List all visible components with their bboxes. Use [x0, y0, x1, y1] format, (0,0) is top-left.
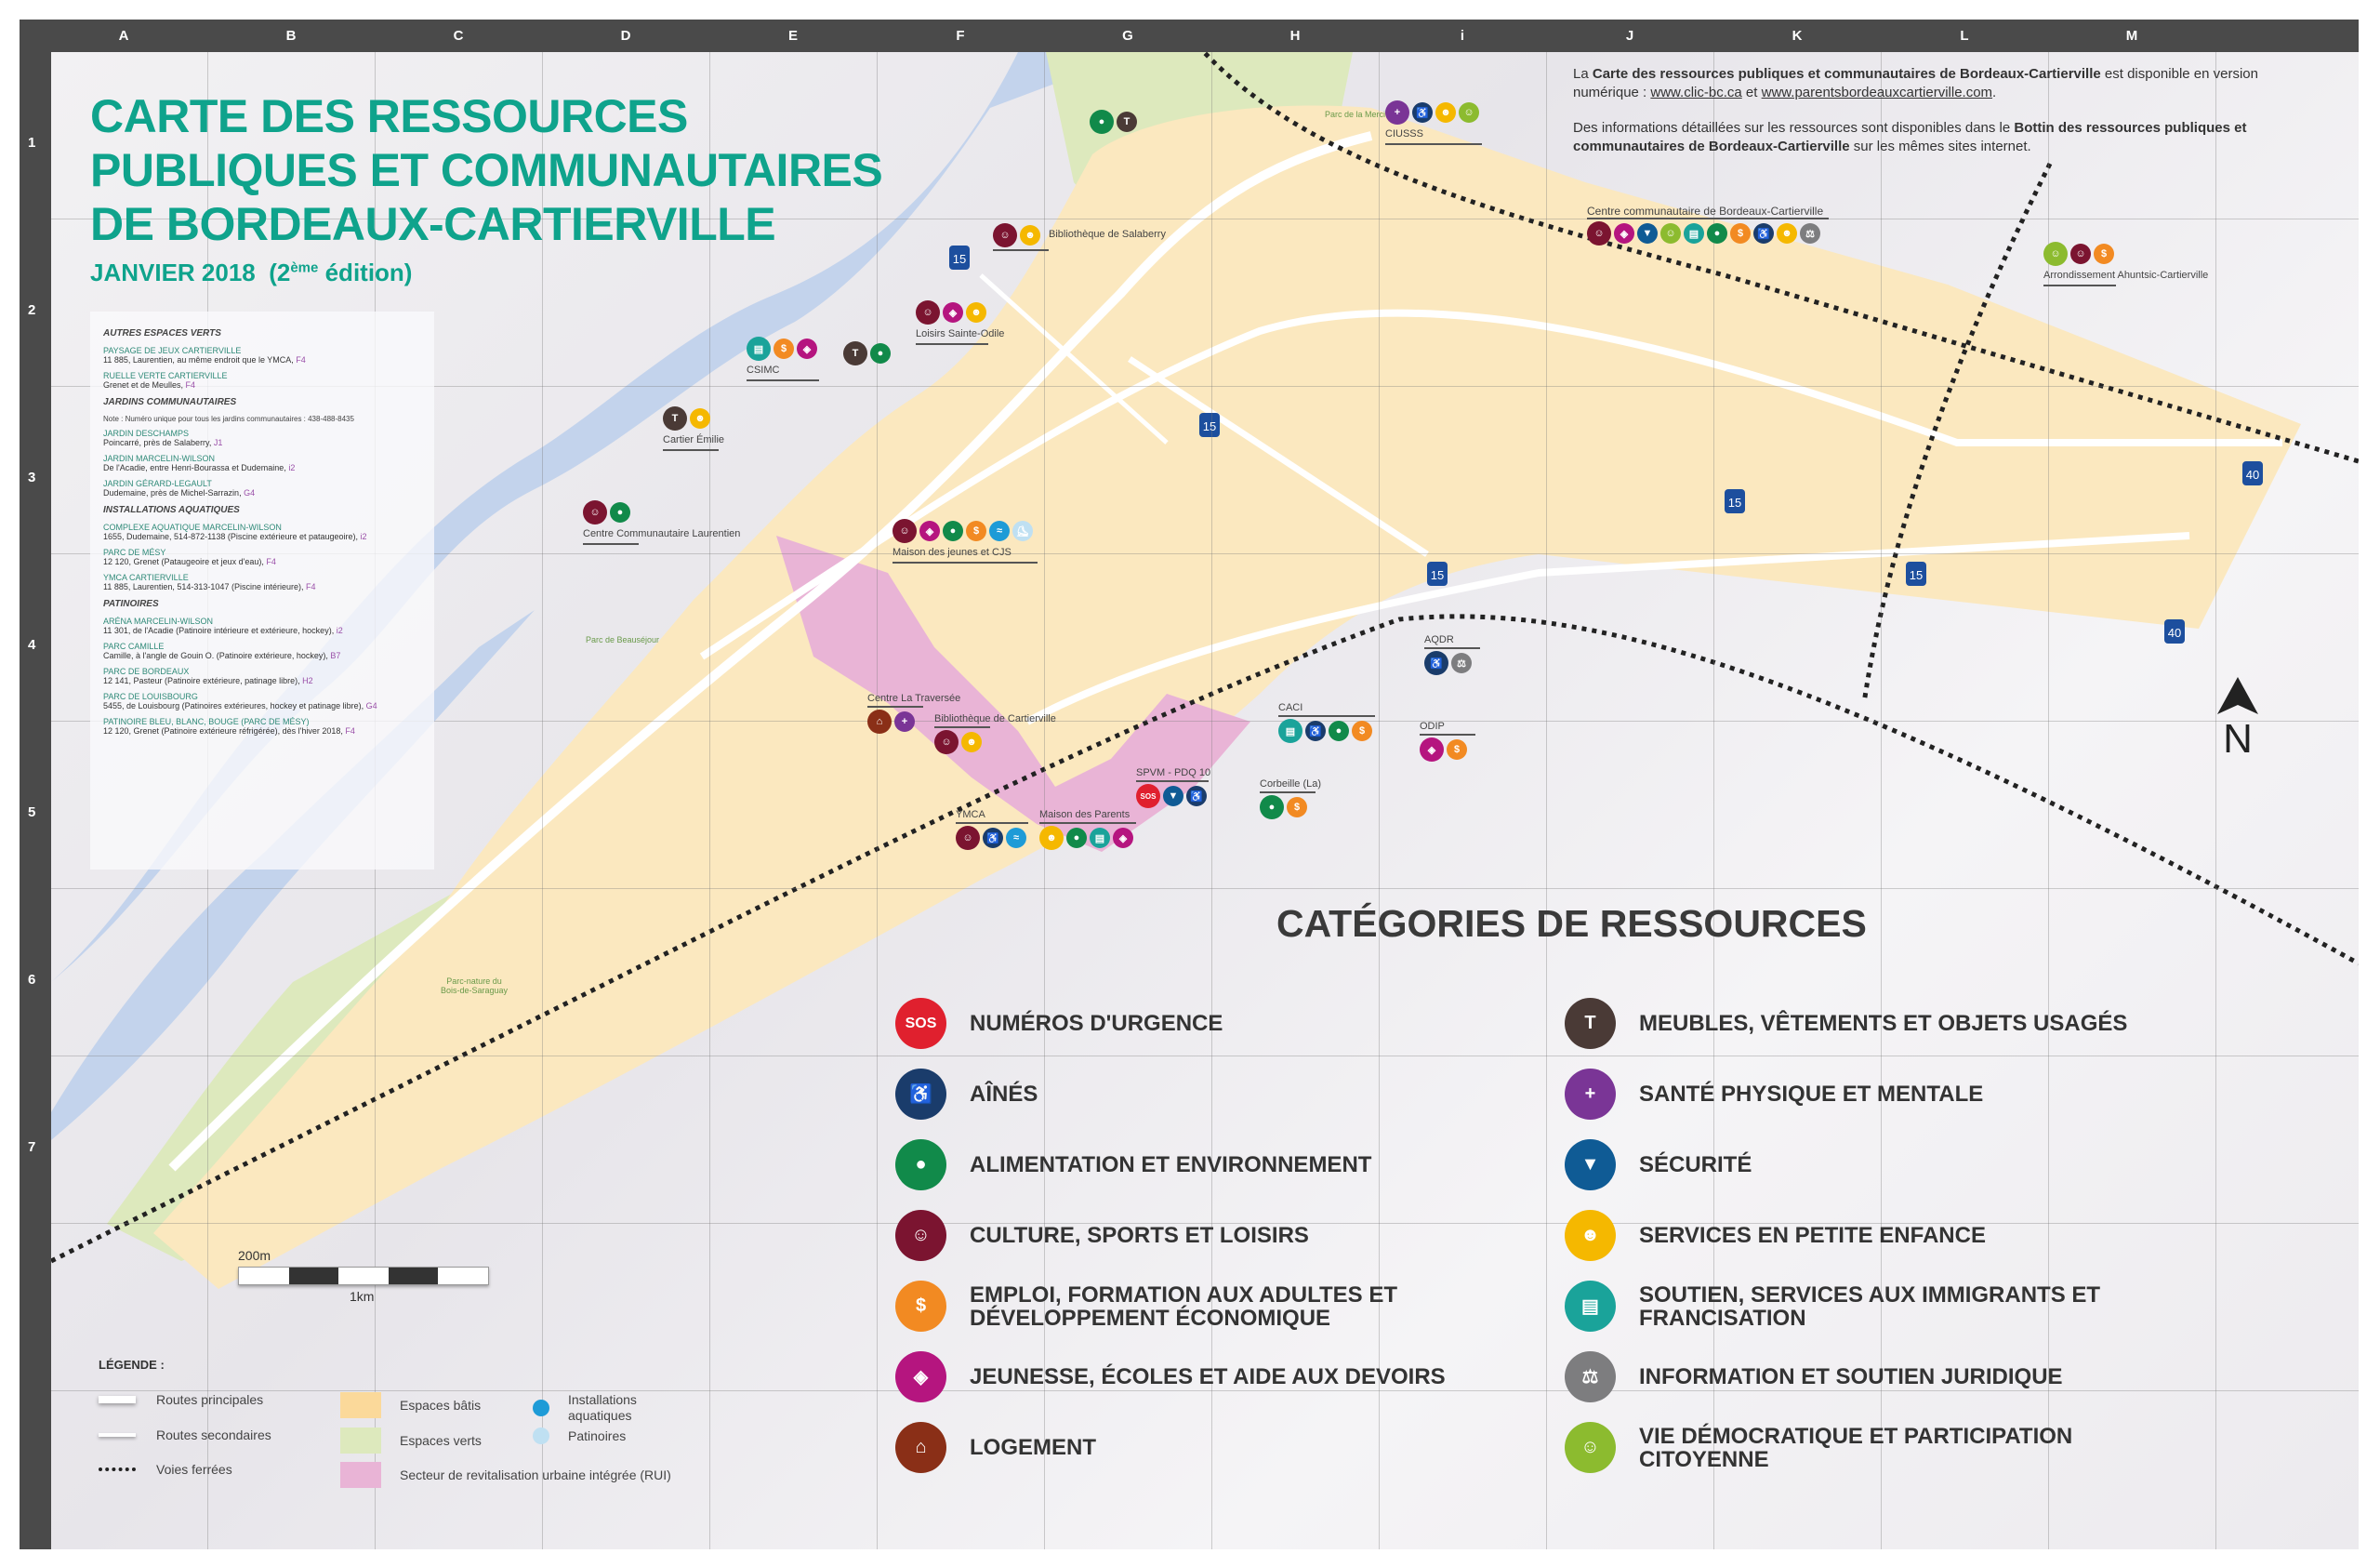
resource-address: 5455, de Louisbourg (Patinoires extérieures, hockey et patinage libre), G4 [103, 701, 377, 710]
aquatique-icon: ≈ [989, 521, 1010, 541]
poi-leader-line [956, 822, 1028, 824]
main-road-icon [99, 1396, 136, 1403]
skate-icon [533, 1428, 549, 1444]
grid-column-label: C [453, 28, 464, 44]
secondary-road-icon [99, 1433, 136, 1437]
petite-enfance-icon: ☻ [1435, 102, 1456, 123]
category-label: LOGEMENT [970, 1435, 1096, 1460]
petite-enfance-icon: ☻ [961, 732, 982, 752]
map-poi[interactable] [956, 826, 1026, 850]
svg-text:15: 15 [1727, 496, 1742, 510]
category-securite [1565, 1139, 1752, 1190]
category-meubles [1565, 998, 2127, 1049]
edition-subtitle: JANVIER 2018 (2ème édition) [90, 259, 413, 286]
title-line-2: PUBLIQUES ET COMMUNAUTAIRES [90, 144, 883, 196]
grid-reference: G4 [365, 701, 377, 710]
sante-icon: + [894, 711, 915, 732]
resource-name: ARÉNA MARCELIN-WILSON [103, 617, 214, 626]
category-label: VIE DÉMOCRATIQUE ET PARTICIPATION CITOYENNE [1639, 1423, 2073, 1472]
svg-text:15: 15 [1430, 568, 1445, 582]
emploi-icon: $ [2094, 244, 2114, 264]
poi-leader-line [867, 706, 923, 708]
immigrants-icon: ▤ [1565, 1281, 1616, 1332]
immigrants-icon: ▤ [1684, 223, 1704, 244]
link-clic-bc[interactable]: www.clic-bc.ca [1650, 85, 1742, 100]
grid-row-label: 6 [28, 972, 36, 988]
resource-name: JARDIN DESCHAMPS [103, 429, 190, 438]
meubles-icon: T [843, 341, 867, 365]
alimentation-icon: ● [870, 343, 891, 364]
aines-icon: ♿ [1753, 223, 1774, 244]
railway-icon [99, 1467, 136, 1471]
sos-icon: SOS [1136, 784, 1160, 808]
legend-title: LÉGENDE : [99, 1358, 165, 1372]
grid-column-label: G [1122, 28, 1133, 44]
grid-reference: F4 [345, 726, 355, 736]
category-aines [895, 1069, 1038, 1120]
title-line-1: CARTE DES RESSOURCES [90, 90, 688, 142]
highway-40-shield [2242, 461, 2263, 485]
vie-democratique-icon: ☺ [1565, 1422, 1616, 1473]
resource-address: 11 885, Laurentien, 514-313-1047 (Piscine intérieure), F4 [103, 582, 316, 591]
juridique-icon: ⚖ [1565, 1351, 1616, 1402]
poi-label: CACI [1278, 702, 1303, 713]
grid-column-label: F [956, 28, 965, 44]
legend-item [340, 1462, 671, 1488]
side-panel-note: Note : Numéro unique pour tous les jardins communautaires : 438-488-8435 [103, 415, 354, 423]
securite-icon: ▼ [1565, 1139, 1616, 1190]
culture-icon: ☺ [916, 300, 940, 325]
resource-name: PARC CAMILLE [103, 642, 165, 651]
immigrants-icon: ▤ [747, 337, 771, 361]
resource-address: De l'Acadie, entre Henri-Bourassa et Dudemaine, i2 [103, 463, 296, 472]
resource-address: Poincarré, près de Salaberry, J1 [103, 438, 223, 447]
jeunesse-icon: ◈ [1614, 223, 1634, 244]
petite-enfance-icon: ☻ [1020, 225, 1040, 246]
grid-reference: G4 [244, 488, 256, 498]
category-vie-democratique [1565, 1422, 2104, 1473]
category-sos [895, 998, 1223, 1049]
poi-label: YMCA [956, 809, 985, 820]
grid-reference: i2 [360, 532, 367, 541]
resource-address: 11 885, Laurentien, au même endroit que le YMCA, F4 [103, 355, 306, 365]
map-poi[interactable] [993, 223, 1040, 247]
poi-leader-line [747, 379, 819, 381]
map-poi[interactable] [1278, 719, 1372, 743]
availability-info: La Carte des ressources publiques et communautaires de Bordeaux-Cartierville est disponible en version numérique : www.clic-bc.ca et www.parentsbordeauxcartierville.com. Des informations détaillées sur les ressources sont disponibles dans le Bottin des ressources publiques et communautaires de Bordeaux-Cartierville sur les mêmes sites internet. [1573, 66, 2258, 154]
grid-column-label: A [118, 28, 129, 44]
poi-label: Bibliothèque de Cartierville [934, 713, 1056, 724]
map-poi[interactable] [1420, 737, 1467, 762]
resource-address: 12 120, Grenet (Patinoire extérieure réfrigérée), dès l'hiver 2018, F4 [103, 726, 355, 736]
north-arrow-icon [2217, 677, 2258, 714]
poi-label: Centre Communautaire Laurentien [583, 528, 741, 539]
map-poi[interactable] [843, 341, 891, 365]
poi-leader-line [1420, 734, 1475, 736]
patinoire-icon: ⛸ [1012, 521, 1033, 541]
category-label: SÉCURITÉ [1639, 1152, 1752, 1177]
grid-reference: F4 [296, 355, 306, 365]
legend-item [340, 1392, 481, 1418]
side-panel-heading: JARDINS COMMUNAUTAIRES [103, 397, 237, 407]
place-parc-beausejour: Parc de Beauséjour [586, 635, 660, 644]
legend-label: Voies ferrées [156, 1462, 232, 1477]
aines-icon: ♿ [1186, 786, 1207, 806]
highway-15-shield [949, 246, 970, 270]
alimentation-icon: ● [1707, 223, 1727, 244]
culture-icon: ☺ [993, 223, 1017, 247]
grid-column-label: J [1625, 28, 1634, 44]
culture-icon: ☺ [956, 826, 980, 850]
legend-label: Routes secondaires [156, 1428, 271, 1442]
map-poi[interactable] [1090, 110, 1137, 134]
map-poi[interactable] [916, 300, 986, 325]
poi-label: CSIMC [747, 365, 780, 376]
poi-leader-line [1039, 822, 1136, 824]
grid-column-label: M [2125, 28, 2138, 44]
meubles-icon: T [663, 406, 687, 431]
jeunesse-icon: ◈ [1420, 737, 1444, 762]
grid-frame-top [51, 20, 2359, 52]
petite-enfance-icon: ☻ [1777, 223, 1797, 244]
map-poi[interactable] [1587, 221, 1820, 246]
poi-label: Maison des Parents [1039, 809, 1130, 820]
culture-icon: ☺ [934, 730, 959, 754]
scale-bar: 200m 1km [238, 1248, 489, 1304]
legend-swatch [340, 1428, 381, 1454]
petite-enfance-icon: ☻ [690, 408, 710, 429]
alimentation-icon: ● [1260, 795, 1284, 819]
svg-text:15: 15 [1909, 568, 1924, 582]
poi-leader-line [2043, 285, 2116, 286]
juridique-icon: ⚖ [1451, 653, 1472, 673]
svg-text:15: 15 [1202, 419, 1217, 433]
emploi-icon: $ [1352, 721, 1372, 741]
legend-item [99, 1392, 263, 1407]
culture-icon: ☺ [2070, 244, 2091, 264]
logement-icon: ⌂ [867, 710, 892, 734]
map-poi[interactable] [1136, 784, 1207, 808]
resource-name: PAYSAGE DE JEUX CARTIERVILLE [103, 346, 242, 355]
legend-label: Espaces verts [400, 1433, 482, 1448]
category-label: JEUNESSE, ÉCOLES ET AIDE AUX DEVOIRS [970, 1364, 1446, 1389]
resource-name: YMCA CARTIERVILLE [103, 573, 189, 582]
culture-icon: ☺ [892, 519, 917, 543]
poi-label: Maison des jeunes et CJS [892, 547, 1012, 558]
resource-name: PATINOIRE BLEU, BLANC, BOUGE (PARC DE MÉSY) [103, 717, 310, 726]
place-bois-saraguay: Parc-nature du Bois-de-Saraguay [440, 976, 509, 995]
svg-text:40: 40 [2245, 468, 2260, 482]
resource-address: Dudemaine, près de Michel-Sarrazin, G4 [103, 488, 256, 498]
immigrants-icon: ▤ [1090, 828, 1110, 848]
poi-leader-line [993, 249, 1049, 251]
legend-item [533, 1428, 626, 1444]
grid-column-label: D [620, 28, 631, 44]
category-culture [895, 1210, 1309, 1261]
legend-item [533, 1392, 661, 1424]
poi-leader-line [1260, 791, 1316, 793]
legend-item [340, 1428, 482, 1454]
map-poi[interactable] [1424, 651, 1472, 675]
poi-leader-line [934, 726, 990, 728]
side-panel-heading: INSTALLATIONS AQUATIQUES [103, 505, 240, 515]
category-emploi [895, 1281, 1435, 1332]
resource-name: PARC DE MÉSY [103, 548, 166, 557]
sante-icon: + [1565, 1069, 1616, 1120]
svg-text:40: 40 [2167, 626, 2182, 640]
category-alimentation [895, 1139, 1371, 1190]
grid-column-label: i [1460, 28, 1465, 44]
resource-address: Camille, à l'angle de Gouin O. (Patinoire extérieure, hockey), B7 [103, 651, 341, 660]
emploi-icon: $ [1287, 797, 1307, 817]
link-parents-bc[interactable]: www.parentsbordeauxcartierville.com [1761, 85, 1993, 100]
grid-row-label: 3 [28, 470, 36, 485]
map-poi[interactable] [934, 730, 982, 754]
alimentation-icon: ● [895, 1139, 946, 1190]
petite-enfance-icon: ☻ [1565, 1210, 1616, 1261]
jeunesse-icon: ◈ [1113, 828, 1133, 848]
alimentation-icon: ● [610, 502, 630, 523]
category-label: SERVICES EN PETITE ENFANCE [1639, 1223, 1986, 1248]
alimentation-icon: ● [1066, 828, 1087, 848]
resource-name: COMPLEXE AQUATIQUE MARCELIN-WILSON [103, 523, 282, 532]
grid-line [51, 888, 2359, 889]
emploi-icon: $ [1447, 739, 1467, 760]
poi-leader-line [1385, 143, 1482, 145]
emploi-icon: $ [966, 521, 986, 541]
meubles-icon: T [1117, 112, 1137, 132]
category-juridique [1565, 1351, 2063, 1402]
title-line-3: DE BORDEAUX-CARTIERVILLE [90, 198, 776, 250]
resource-address: 12 120, Grenet (Pataugeoire et jeux d'eau), F4 [103, 557, 276, 566]
category-jeunesse [895, 1351, 1446, 1402]
resources-side-panel [90, 312, 434, 870]
page-title [90, 89, 882, 251]
legend-label: Secteur de revitalisation urbaine intégrée (RUI) [400, 1467, 671, 1482]
aines-icon: ♿ [1412, 102, 1433, 123]
map-poi[interactable] [1260, 795, 1307, 819]
legend-label: Routes principales [156, 1392, 264, 1407]
grid-column-label: E [787, 28, 798, 44]
grid-reference: F4 [305, 582, 316, 591]
emploi-icon: $ [895, 1281, 946, 1332]
jeunesse-icon: ◈ [943, 302, 963, 323]
grid-reference: B7 [330, 651, 341, 660]
category-label: MEUBLES, VÊTEMENTS ET OBJETS USAGÉS [1639, 1011, 2128, 1036]
vie-democratique-icon: ☺ [1459, 102, 1479, 123]
legend-label: Espaces bâtis [400, 1398, 482, 1413]
grid-column-label: K [1792, 28, 1803, 44]
svg-text:15: 15 [952, 252, 967, 266]
poi-leader-line [1278, 715, 1375, 717]
grid-reference: F4 [185, 380, 196, 390]
resource-address: 11 301, de l'Acadie (Patinoire intérieure et extérieure, hockey), i2 [103, 626, 343, 635]
grid-reference: H2 [302, 676, 313, 685]
jeunesse-icon: ◈ [797, 339, 817, 359]
category-label: EMPLOI, FORMATION AUX ADULTES ET DÉVELOPPEMENT ÉCONOMIQUE [970, 1281, 1397, 1331]
category-label: SANTÉ PHYSIQUE ET MENTALE [1639, 1082, 1984, 1107]
place-parc-merci: Parc de la Merci [1325, 110, 1386, 119]
grid-line [1546, 52, 1547, 1549]
map-poi[interactable] [747, 337, 817, 361]
poi-label: CIUSSS [1385, 128, 1423, 139]
grid-column-label: B [285, 28, 297, 44]
jeunesse-icon: ◈ [919, 521, 940, 541]
grid-row-label: 4 [28, 637, 36, 653]
category-sante [1565, 1069, 1983, 1120]
petite-enfance-icon: ☻ [966, 302, 986, 323]
north-arrow: N [2217, 677, 2258, 760]
culture-icon: ☺ [1587, 221, 1611, 246]
grid-reference: J1 [213, 438, 223, 447]
sos-icon: SOS [895, 998, 946, 1049]
category-petite-enfance [1565, 1210, 1986, 1261]
poi-label: ODIP [1420, 721, 1445, 732]
categories-title: CATÉGORIES DE RESSOURCES [1276, 902, 1867, 945]
poi-leader-line [1587, 218, 1829, 219]
poi-leader-line [916, 343, 988, 345]
emploi-icon: $ [1730, 223, 1751, 244]
resource-name: PARC DE BORDEAUX [103, 667, 190, 676]
resource-name: RUELLE VERTE CARTIERVILLE [103, 371, 228, 380]
immigrants-icon: ▤ [1278, 719, 1302, 743]
category-logement [895, 1422, 1096, 1473]
resource-name: JARDIN GÉRARD-LEGAULT [103, 479, 212, 488]
grid-frame-left [20, 20, 51, 1549]
poi-label: Bibliothèque de Salaberry [1049, 229, 1166, 240]
grid-line [709, 52, 710, 1549]
map-poi[interactable] [1385, 100, 1479, 125]
poi-label: Centre communautaire de Bordeaux-Cartierville [1587, 205, 1824, 218]
side-panel-heading: PATINOIRES [103, 599, 159, 609]
logement-icon: ⌂ [895, 1422, 946, 1473]
grid-row-label: 5 [28, 804, 36, 820]
legend-item [99, 1462, 232, 1477]
side-panel-heading: AUTRES ESPACES VERTS [103, 328, 221, 339]
map-poi[interactable] [583, 500, 630, 525]
poi-leader-line [663, 449, 719, 451]
category-label: ALIMENTATION ET ENVIRONNEMENT [970, 1152, 1372, 1177]
category-label: INFORMATION ET SOUTIEN JURIDIQUE [1639, 1364, 2063, 1389]
map-poi[interactable] [663, 406, 710, 431]
poi-leader-line [892, 562, 1038, 564]
grid-line [542, 52, 543, 1549]
legend-label: Patinoires [568, 1428, 627, 1443]
poi-label: Cartier Émilie [663, 434, 725, 445]
aines-icon: ♿ [983, 828, 1003, 848]
legend-swatch [340, 1462, 381, 1488]
juridique-icon: ⚖ [1800, 223, 1820, 244]
vie-democratique-icon: ☺ [1660, 223, 1681, 244]
poi-label: SPVM - PDQ 10 [1136, 767, 1211, 778]
grid-line [2215, 52, 2216, 1549]
map-poi[interactable] [1039, 826, 1133, 850]
vie-democratique-icon: ☺ [2043, 242, 2068, 266]
jeunesse-icon: ◈ [895, 1351, 946, 1402]
grid-column-label: L [1960, 28, 1969, 44]
sante-icon: + [1385, 100, 1409, 125]
grid-column-label: H [1289, 28, 1301, 44]
grid-row-label: 7 [28, 1139, 36, 1155]
legend-label: Installations aquatiques [568, 1392, 637, 1423]
meubles-icon: T [1565, 998, 1616, 1049]
grid-row-label: 2 [28, 302, 36, 318]
poi-leader-line [1424, 647, 1480, 649]
category-label: AÎNÉS [970, 1082, 1038, 1107]
resource-name: PARC DE LOUISBOURG [103, 692, 198, 701]
alimentation-icon: ● [1090, 110, 1114, 134]
legend-swatch [340, 1392, 381, 1418]
resource-name: JARDIN MARCELIN-WILSON [103, 454, 216, 463]
resource-address: 1655, Dudemaine, 514-872-1138 (Piscine extérieure et pataugeoire), i2 [103, 532, 367, 541]
aines-icon: ♿ [1305, 721, 1326, 741]
grid-line [877, 52, 878, 1549]
aines-icon: ♿ [895, 1069, 946, 1120]
grid-reference: i2 [336, 626, 343, 635]
securite-icon: ▼ [1163, 786, 1183, 806]
poi-leader-line [583, 543, 639, 545]
aines-icon: ♿ [1424, 651, 1448, 675]
resource-address: Grenet et de Meulles, F4 [103, 380, 196, 390]
resource-address: 12 141, Pasteur (Patinoire extérieure, patinage libre), H2 [103, 676, 313, 685]
petite-enfance-icon: ☻ [1039, 826, 1064, 850]
securite-icon: ▼ [1637, 223, 1658, 244]
category-label: NUMÉROS D'URGENCE [970, 1011, 1223, 1036]
culture-icon: ☺ [895, 1210, 946, 1261]
alimentation-icon: ● [943, 521, 963, 541]
grid-reference: i2 [288, 463, 296, 472]
alimentation-icon: ● [1329, 721, 1349, 741]
category-label: SOUTIEN, SERVICES AUX IMMIGRANTS ET FRANCISATION [1639, 1281, 2101, 1331]
poi-label: Arrondissement Ahuntsic-Cartierville [2043, 270, 2209, 281]
poi-label: Corbeille (La) [1260, 778, 1322, 790]
category-immigrants [1565, 1281, 2104, 1332]
grid-reference: F4 [266, 557, 276, 566]
emploi-icon: $ [774, 339, 794, 359]
swimming-icon [533, 1400, 549, 1416]
category-label: CULTURE, SPORTS ET LOISIRS [970, 1223, 1309, 1248]
poi-leader-line [1136, 780, 1209, 782]
poi-label: Centre La Traversée [867, 693, 961, 704]
poi-label: AQDR [1424, 634, 1454, 645]
map-poi[interactable] [2043, 242, 2114, 266]
grid-row-label: 1 [28, 135, 36, 151]
map-poi[interactable] [867, 710, 915, 734]
map-poi[interactable] [892, 519, 1033, 543]
legend-item [99, 1428, 271, 1442]
poi-label: Loisirs Sainte-Odile [916, 328, 1005, 339]
culture-icon: ☺ [583, 500, 607, 525]
aquatique-icon: ≈ [1006, 828, 1026, 848]
